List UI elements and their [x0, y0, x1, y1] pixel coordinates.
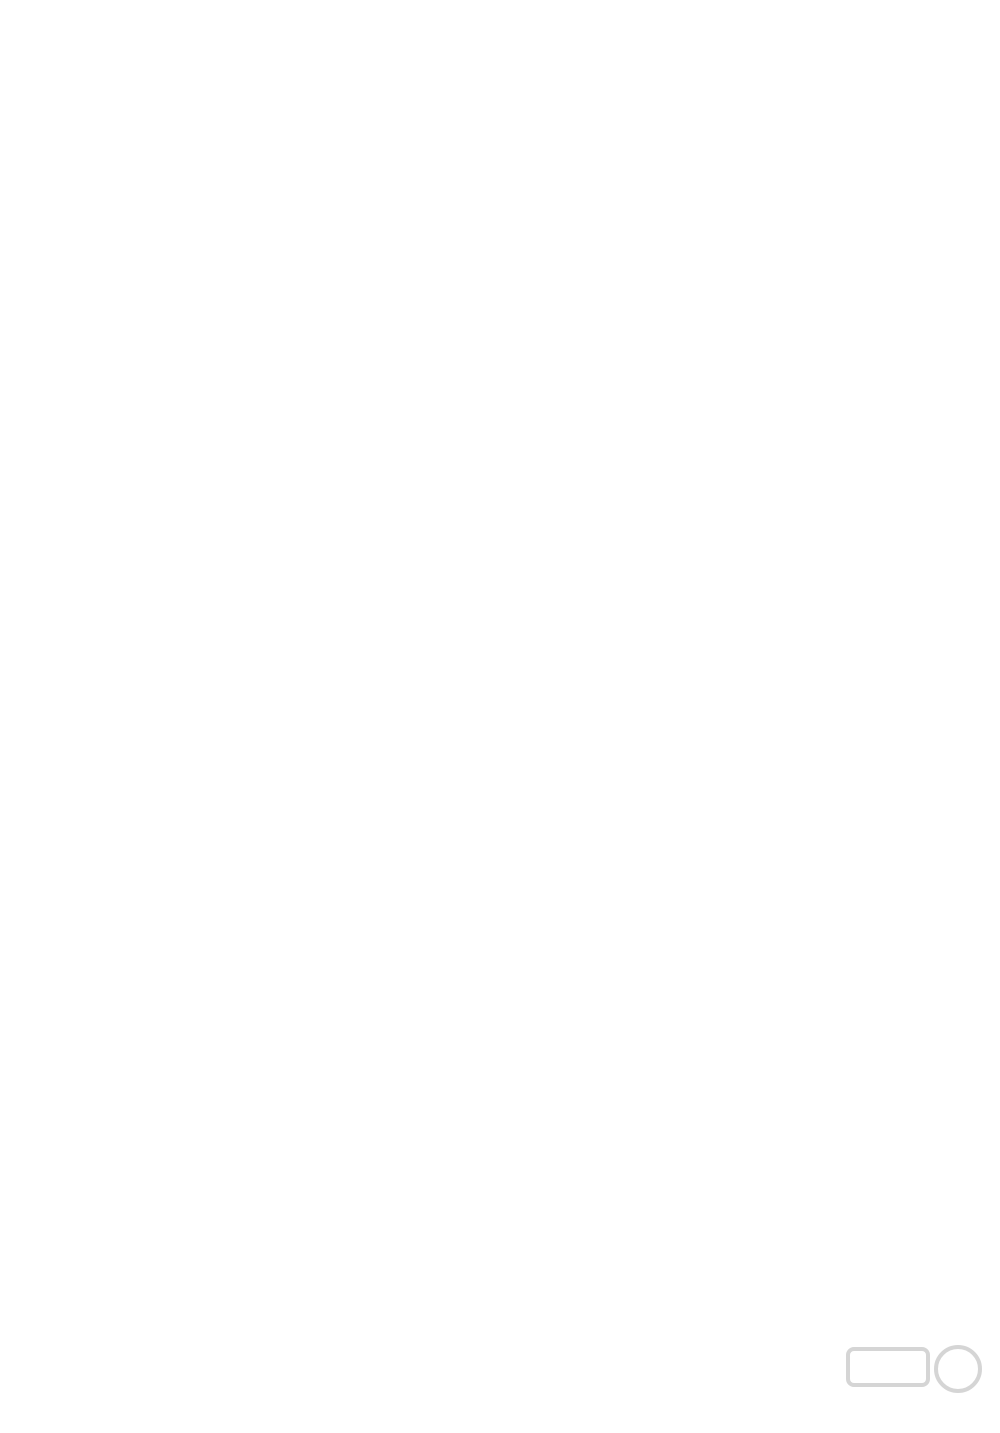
watermark-emblem-icon	[808, 1337, 988, 1427]
watermark-logo	[808, 1337, 988, 1427]
